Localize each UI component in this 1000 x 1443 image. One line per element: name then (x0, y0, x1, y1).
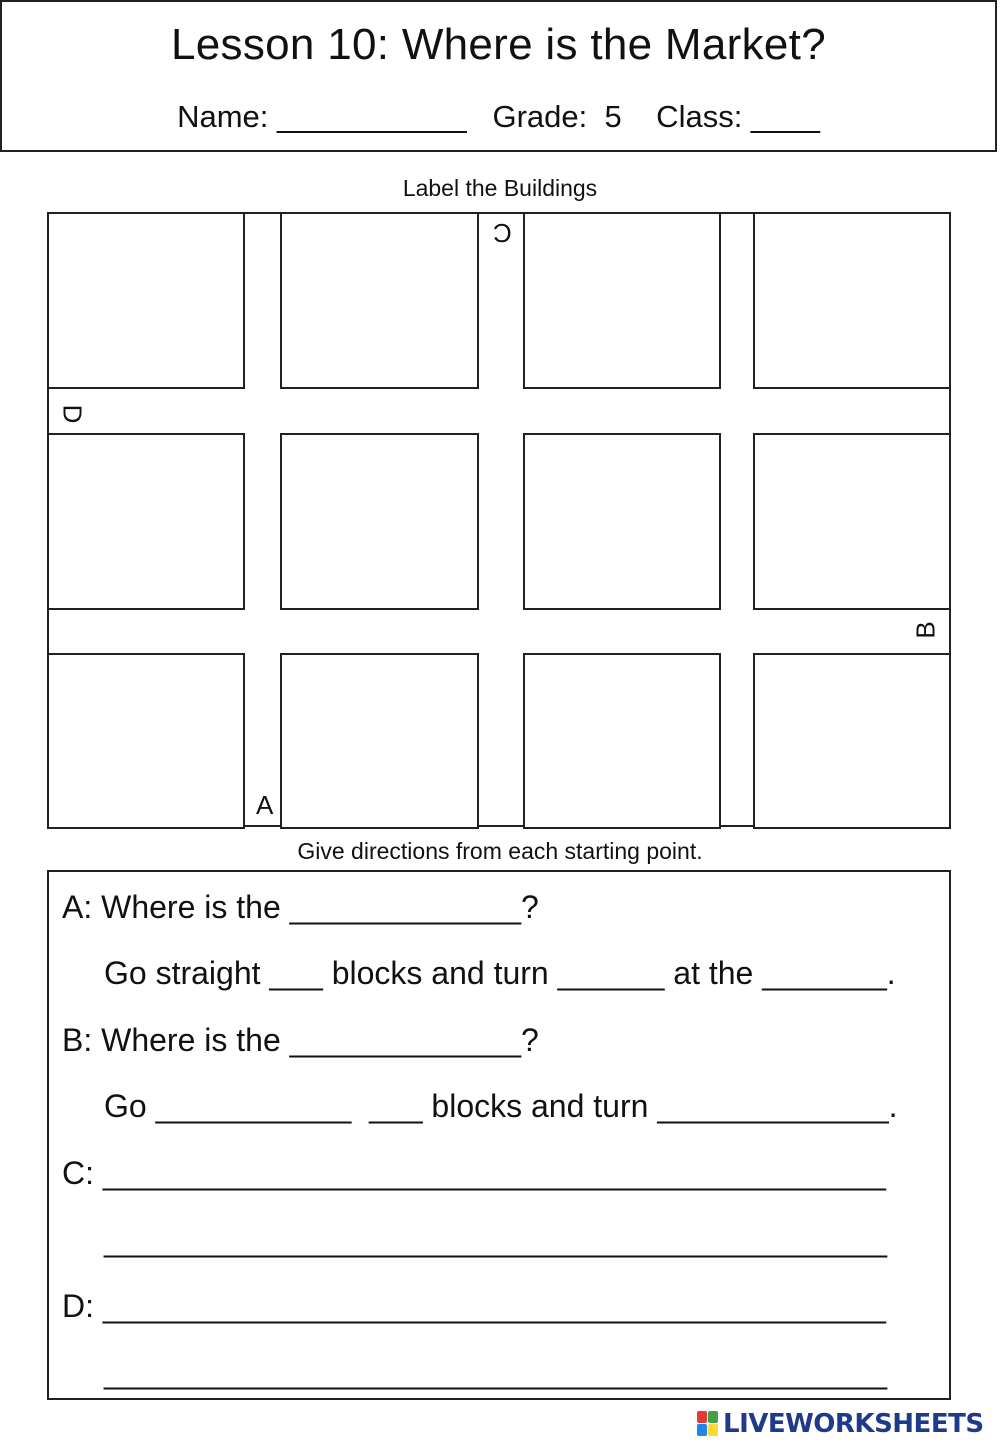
logo-text: LIVEWORKSHEETS (723, 1409, 984, 1439)
building-block[interactable] (523, 653, 721, 829)
logo-square-blue (697, 1424, 707, 1436)
answer-c-line-1[interactable]: C: ____________________________________________ (62, 1155, 886, 1191)
start-point-b: B (910, 621, 941, 639)
answer-a[interactable]: Go straight ___ blocks and turn ______ at the _______. (104, 955, 896, 991)
answer-d-line-1[interactable]: D: ____________________________________________ (62, 1288, 886, 1324)
building-block[interactable] (280, 212, 479, 389)
start-point-c: C (493, 218, 512, 248)
map-caption: Label the Buildings (402, 175, 598, 201)
logo-square-green (708, 1411, 718, 1423)
building-block[interactable] (280, 653, 479, 829)
building-block[interactable] (753, 653, 951, 829)
building-block[interactable] (753, 433, 951, 610)
start-point-a: A (256, 790, 274, 820)
page-title: Lesson 10: Where is the Market? (171, 20, 826, 69)
building-block[interactable] (523, 433, 721, 610)
directions-caption: Give directions from each starting point. (297, 838, 703, 864)
logo-square-red (697, 1411, 707, 1423)
header-box (0, 0, 997, 152)
building-block[interactable] (280, 433, 479, 610)
building-block[interactable] (753, 212, 951, 389)
directions-box (47, 870, 951, 1400)
building-block[interactable] (47, 653, 245, 829)
question-a: A: Where is the _____________? (62, 889, 539, 925)
street-map (47, 212, 951, 827)
building-block[interactable] (47, 433, 245, 610)
building-block[interactable] (47, 212, 245, 389)
student-info-line: Name: ___________ Grade: 5 Class: ____ (177, 99, 820, 134)
answer-c-line-2[interactable]: ____________________________________________ (104, 1222, 888, 1258)
start-point-d: D (57, 404, 88, 424)
answer-d-line-2[interactable]: ____________________________________________ (104, 1354, 888, 1390)
building-block[interactable] (523, 212, 721, 389)
question-b: B: Where is the _____________? (62, 1022, 539, 1058)
logo-square-yellow (708, 1424, 718, 1436)
liveworksheets-logo (697, 1409, 984, 1439)
answer-b[interactable]: Go ___________ ___ blocks and turn _____________. (104, 1088, 898, 1124)
liveworksheets-icon (697, 1411, 719, 1437)
